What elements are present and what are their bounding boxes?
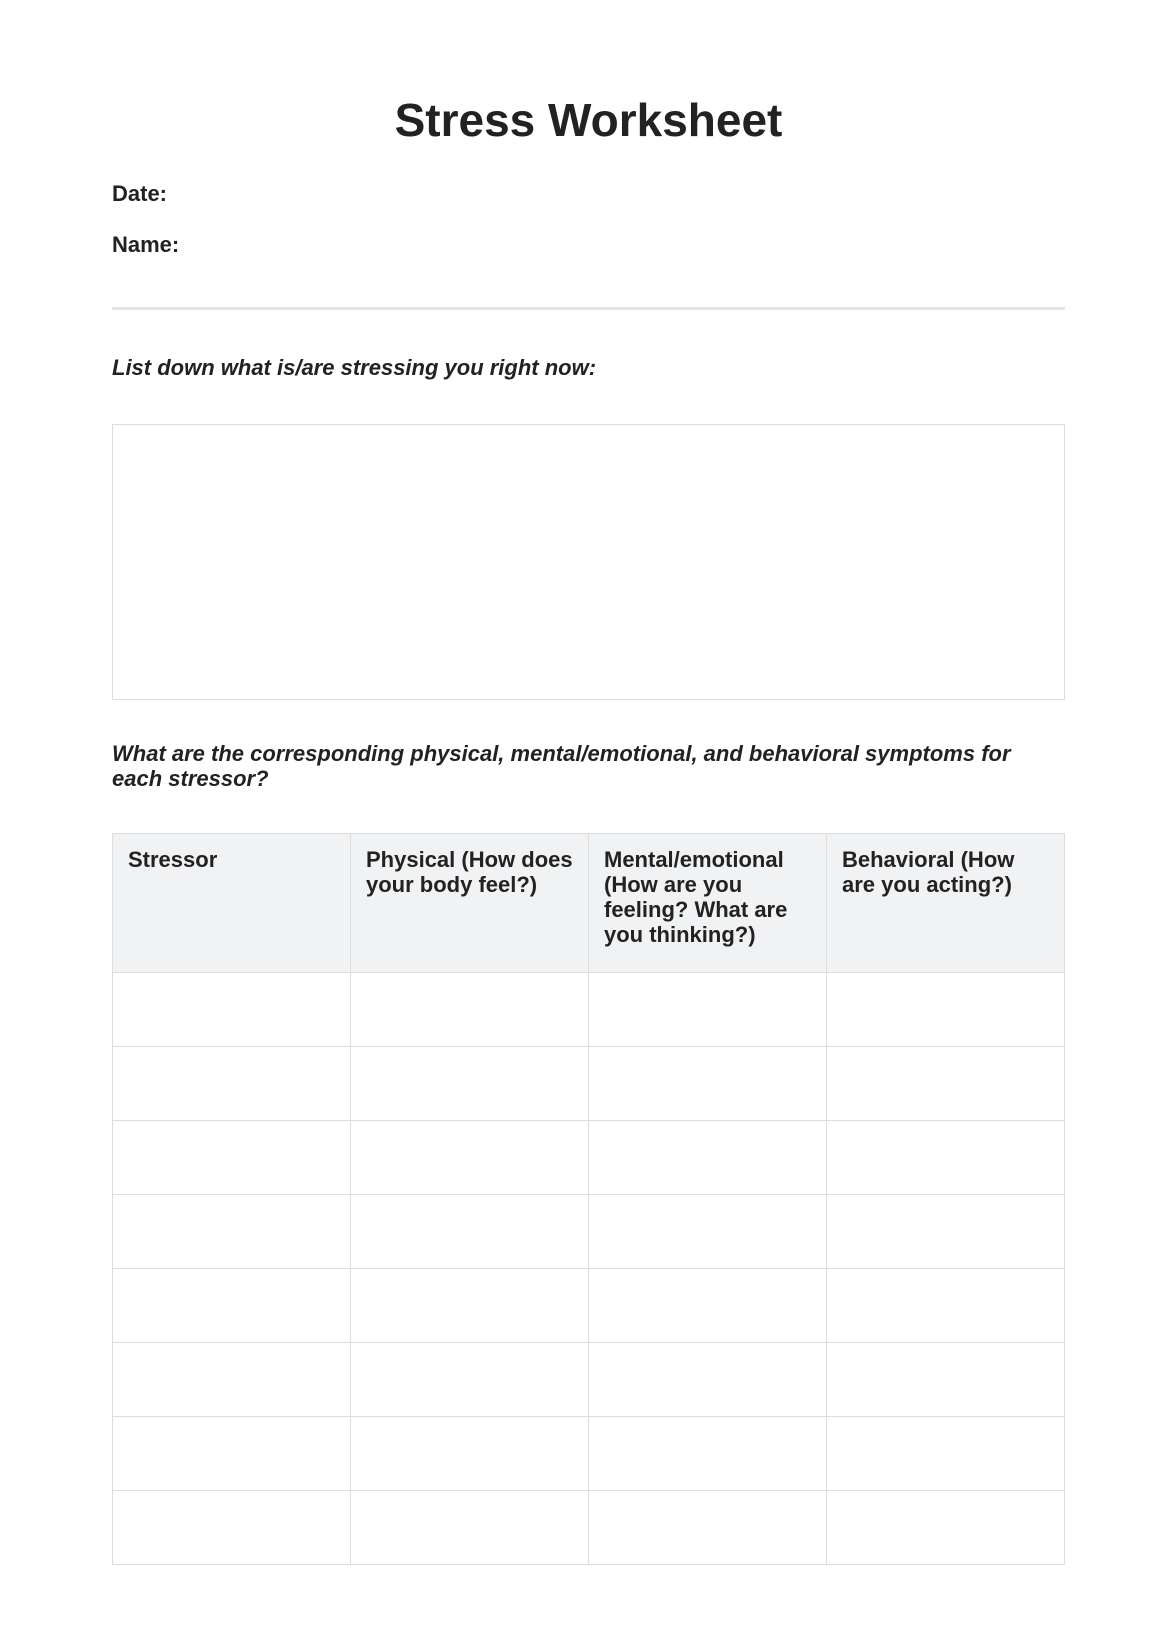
table-cell-behavioral[interactable]: [827, 1121, 1065, 1195]
table-cell-physical[interactable]: [351, 973, 589, 1047]
table-cell-behavioral[interactable]: [827, 1343, 1065, 1417]
table-cell-physical[interactable]: [351, 1269, 589, 1343]
table-cell-physical[interactable]: [351, 1417, 589, 1491]
table-cell-stressor[interactable]: [113, 1417, 351, 1491]
table-cell-behavioral[interactable]: [827, 1417, 1065, 1491]
table-cell-physical[interactable]: [351, 1121, 589, 1195]
table-cell-physical[interactable]: [351, 1491, 589, 1565]
table-cell-mental-emotional[interactable]: [589, 1047, 827, 1121]
table-row: [113, 1417, 1065, 1491]
table-row: [113, 1343, 1065, 1417]
table-cell-mental-emotional[interactable]: [589, 973, 827, 1047]
table-cell-physical[interactable]: [351, 1047, 589, 1121]
stressors-prompt: List down what is/are stressing you right now:: [112, 355, 597, 380]
header-behavioral: Behavioral (How are you acting?): [827, 834, 1065, 973]
symptoms-prompt: What are the corresponding physical, mental/emotional, and behavioral symptoms for each stressor?: [112, 741, 1011, 791]
table-cell-mental-emotional[interactable]: [589, 1417, 827, 1491]
table-cell-stressor[interactable]: [113, 1491, 351, 1565]
table-cell-stressor[interactable]: [113, 1047, 351, 1121]
table-row: [113, 1269, 1065, 1343]
table-cell-behavioral[interactable]: [827, 973, 1065, 1047]
name-label: Name:: [112, 232, 180, 257]
date-label: Date:: [112, 181, 168, 206]
table-cell-mental-emotional[interactable]: [589, 1269, 827, 1343]
table-cell-behavioral[interactable]: [827, 1195, 1065, 1269]
header-stressor: Stressor: [113, 834, 351, 973]
table-cell-behavioral[interactable]: [827, 1269, 1065, 1343]
header-physical: Physical (How does your body feel?): [351, 834, 589, 973]
table-cell-stressor[interactable]: [113, 1121, 351, 1195]
stressors-answer-box[interactable]: [112, 424, 1065, 700]
table-row: [113, 1491, 1065, 1565]
table-cell-behavioral[interactable]: [827, 1047, 1065, 1121]
table-cell-behavioral[interactable]: [827, 1491, 1065, 1565]
table-cell-stressor[interactable]: [113, 1269, 351, 1343]
table-cell-physical[interactable]: [351, 1343, 589, 1417]
table-row: [113, 1195, 1065, 1269]
table-row: [113, 1047, 1065, 1121]
table-cell-mental-emotional[interactable]: [589, 1343, 827, 1417]
table-body: [113, 973, 1065, 1565]
header-mental-emotional: Mental/emotional (How are you feeling? What are you thinking?): [589, 834, 827, 973]
table-row: [113, 1121, 1065, 1195]
table-cell-stressor[interactable]: [113, 1343, 351, 1417]
table-cell-mental-emotional[interactable]: [589, 1121, 827, 1195]
symptoms-table: [112, 833, 1065, 1565]
table-cell-physical[interactable]: [351, 1195, 589, 1269]
section-divider: [112, 307, 1065, 310]
table-header-row: [113, 834, 1065, 973]
table-cell-mental-emotional[interactable]: [589, 1195, 827, 1269]
table-cell-stressor[interactable]: [113, 1195, 351, 1269]
table-cell-mental-emotional[interactable]: [589, 1491, 827, 1565]
table-row: [113, 973, 1065, 1047]
page-title: Stress Worksheet: [394, 94, 783, 146]
table-cell-stressor[interactable]: [113, 973, 351, 1047]
